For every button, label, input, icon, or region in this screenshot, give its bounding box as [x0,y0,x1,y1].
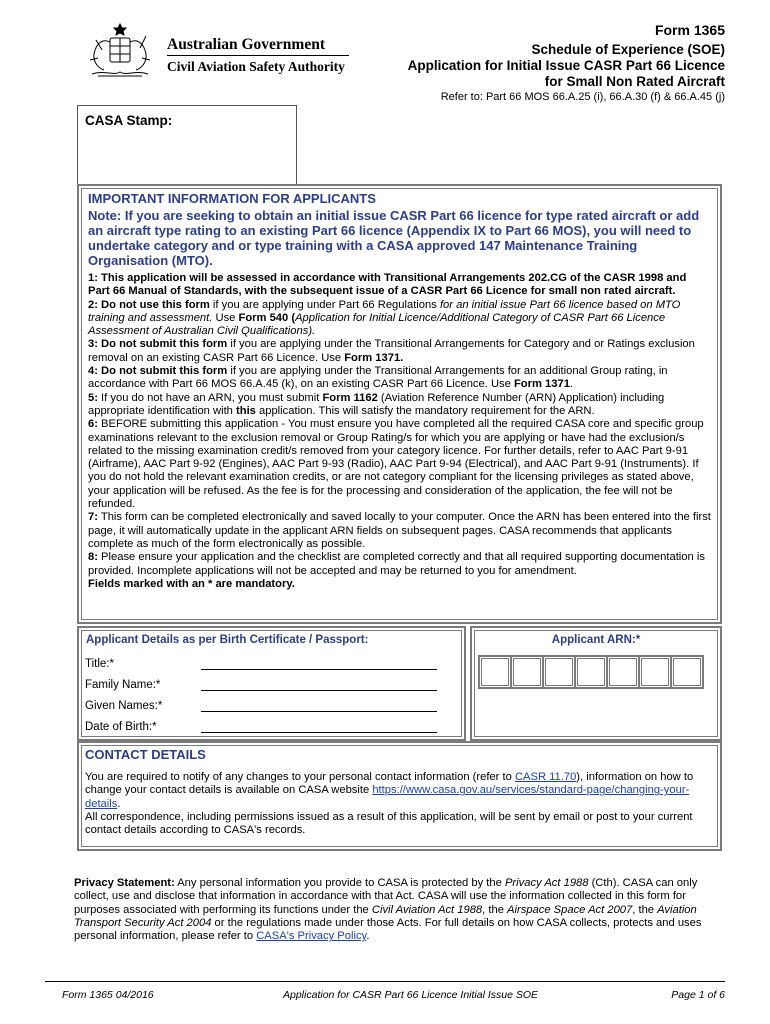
important-note: Note: If you are seeking to obtain an initial issue CASR Part 66 licence for type rated aircraft or add an aircraft type rating to an existing Part 66 licence (Appendix IX to Part 66 MOS), you will need to undertake category and or type training with a CASA approved 147 Maintenance Training Organisation (MTO). [88,208,700,268]
contact-text-3: . [117,797,121,810]
privacy-label: Privacy Statement: [74,877,175,889]
casr-link[interactable]: CASR 11.70 [514,771,577,783]
info-item-2-italic: for an initial issue Part 66 licence based on MTO training and assessment. [88,298,681,324]
footer-rule [45,981,725,982]
info-item-2 [88,299,711,339]
title-label: Title:* [85,658,114,670]
mandatory-fields-note: Fields marked with an * are mandatory. [88,577,295,590]
arn-digit-4[interactable] [574,655,608,689]
info-item-8-text: Please ensure your application and the checklist are completed correctly and that all required supporting documentation is provided. Incomplete applications will not be accepted and may be returned to you for amendment. [88,551,705,577]
info-item-6-text: BEFORE submitting this application - You must ensure you have completed all the required CASA core and specific group examinations relevant to the exclusion removal or Group Rating/s for which you are applying or have had the exclusion/s related to the missing examination credit/s removed from your category licence. For further details, refer to AAC Part 9-91 (Airframe), AAC Part 9-92 (Engines), AAC Part 9-93 (Radio), AAC Part 9-94 (Electrical), and AAC Part 9-91 (Instruments). If you do not hold the relevant examination credits, or are not category compliant for the licensing privileges as stated above, your application will be refused. As the fee is for the processing and consideration of the application, the fee will not be refunded. [88,418,704,511]
info-item-2-text: if you are applying under Part 66 Regulations [209,298,440,311]
arn-digit-1[interactable] [478,655,512,689]
info-item-5-text: If you do not have an ARN, you must submit [97,391,323,404]
arn-digit-5[interactable] [606,655,640,689]
info-item-7-text: This form can be completed electronically and saved locally to your computer. Once the ARN has been entered into the first page, it will automatically update in the applicant ARN fields on subsequent pages. CASA recommends that applicants complete as much of the form electronically as possible. [88,511,711,550]
family-name-label: Family Name:* [85,679,161,691]
casa-stamp-label: CASA Stamp: [85,113,173,128]
arn-digit-7[interactable] [670,655,704,689]
coat-of-arms-logo [84,20,156,80]
info-item-8 [88,551,711,591]
applicant-arn-box [470,626,722,741]
contact-details-box [77,741,722,851]
contact-text-2: ), information on how to change your contact details is available on CASA website [85,771,694,797]
info-item-5-form: Form 1162 [322,391,378,404]
refer-to-text: Refer to: Part 66 MOS 66.A.25 (i), 66.A.30 (f) & 66.A.45 (j) [440,91,725,103]
privacy-text: (Cth). CASA can only collect, use and disclose that information in accordance with that Act. CASA will use the information collected in this form for purposes associated with performing its functions under the [74,877,698,916]
important-information-box [77,184,722,624]
date-of-birth-field[interactable] [201,732,437,733]
info-item-1 [88,272,711,299]
privacy-text: , the [632,903,658,916]
info-item-6-lead: 6: [88,418,98,431]
info-item-2-text2: Use [212,311,239,324]
footer-page-number: Page 1 of 6 [671,989,725,1001]
info-item-5 [88,392,711,419]
info-item-3 [88,338,711,365]
casa-stamp-box [77,105,297,185]
info-item-3-form: Form 1371. [344,351,404,364]
contact-text-1: You are required to notify of any changes to your personal contact information (refer to [85,771,515,783]
info-item-7-lead: 7: [88,511,98,524]
important-heading: IMPORTANT INFORMATION FOR APPLICANTS [88,191,376,206]
info-item-2-lead: 2: Do not use this form [88,298,210,311]
info-item-4-end: . [569,378,574,391]
info-item-5-lead: 5: [88,391,98,404]
casa-website-link[interactable]: https://www.casa.gov.au/services/standard-page/changing-your-details [85,784,690,810]
form-title-line: for Small Non Rated Aircraft [544,74,725,89]
info-item-4-lead: 4: Do not submit this form [88,365,228,378]
given-names-field[interactable] [201,711,437,712]
info-item-4-text: if you are applying under the Transitional Arrangements for an additional Group rating, in accordance with Part 66 MOS 66.A.45 (k), on an existing CASR Part 66 Licence. Use [88,365,668,391]
privacy-policy-link[interactable]: CASA's Privacy Policy [256,930,367,943]
info-item-3-lead: 3: Do not submit this form [88,338,228,351]
civil-aviation-act: Civil Aviation Act 1988 [371,903,483,916]
date-of-birth-label: Date of Birth:* [85,721,157,733]
arn-digit-6[interactable] [638,655,672,689]
info-item-1-text: 1: This application will be assessed in accordance with Transitional Arrangements 202.CG of the CASR 1998 and Part 66 Manual of Standards, with the subsequent issue of a CASR Part 66 Licence for small non rated aircraft. [88,272,687,298]
privacy-text: or the regulations made under those Acts. For full details on how CASA collects, protects and uses personal information, please refer to [74,916,702,943]
form-title [365,42,725,90]
info-item-5-text3: application. This will satisfy the mandatory requirement for the ARN. [255,404,595,417]
privacy-text: , the [482,903,508,916]
form-title-line: Application for Initial Issue CASR Part 66 Licence [407,58,725,73]
arn-digit-3[interactable] [542,655,576,689]
privacy-text: Any personal information you provide to CASA is protected by the [174,877,505,889]
privacy-text: . [366,930,370,943]
applicant-arn-heading: Applicant ARN:* [551,634,641,646]
form-number: Form 1365 [654,22,725,38]
privacy-act: Privacy Act 1988 [504,877,589,889]
info-item-7 [88,511,711,551]
info-item-4-form: Form 1371 [513,378,570,391]
form-title-line: Schedule of Experience (SOE) [531,42,725,57]
contact-details-heading: CONTACT DETAILS [85,747,206,762]
info-item-4 [88,365,711,392]
arn-digit-fields [478,655,702,689]
agency-name: Civil Aviation Safety Authority [167,59,345,74]
family-name-field[interactable] [201,690,437,691]
footer-title: Application for CASR Part 66 Licence Initial Issue SOE [283,989,539,1001]
info-item-5-this: this [236,404,256,417]
arn-digit-2[interactable] [510,655,544,689]
footer-form-id: Form 1365 04/2016 [62,989,154,1001]
applicant-details-box [77,626,466,741]
applicant-details-heading: Applicant Details as per Birth Certificate / Passport: [86,634,369,646]
info-item-3-text: if you are applying under the Transitional Arrangements for Category and or Ratings exclusion removal on an existing CASR Part 66 Licence. Use [88,338,695,364]
info-item-8-lead: 8: [88,551,98,564]
title-field[interactable] [201,669,437,670]
info-item-2-form-title: Application for Initial Licence/Additional Category of CASR Part 66 Licence Assessment of Australian Civil Qualifications). [88,311,666,338]
info-item-6 [88,418,711,511]
given-names-label: Given Names:* [85,700,163,712]
airspace-act: Airspace Space Act 2007 [507,903,633,916]
aviation-security-act: Aviation Transport Security Act 2004 [74,903,697,929]
contact-details-text [85,771,714,811]
government-name: Australian Government [167,36,326,53]
header-rule [167,55,349,56]
info-item-5-text2: (Aviation Reference Number (ARN) Application) including appropriate identification with [88,391,665,417]
correspondence-text: All correspondence, including permissions issued as a result of this application, will be sent by email or post to your current contact details according to CASA's records. [85,810,693,837]
info-item-2-form: Form 540 ( [238,311,296,324]
privacy-statement [74,877,724,943]
